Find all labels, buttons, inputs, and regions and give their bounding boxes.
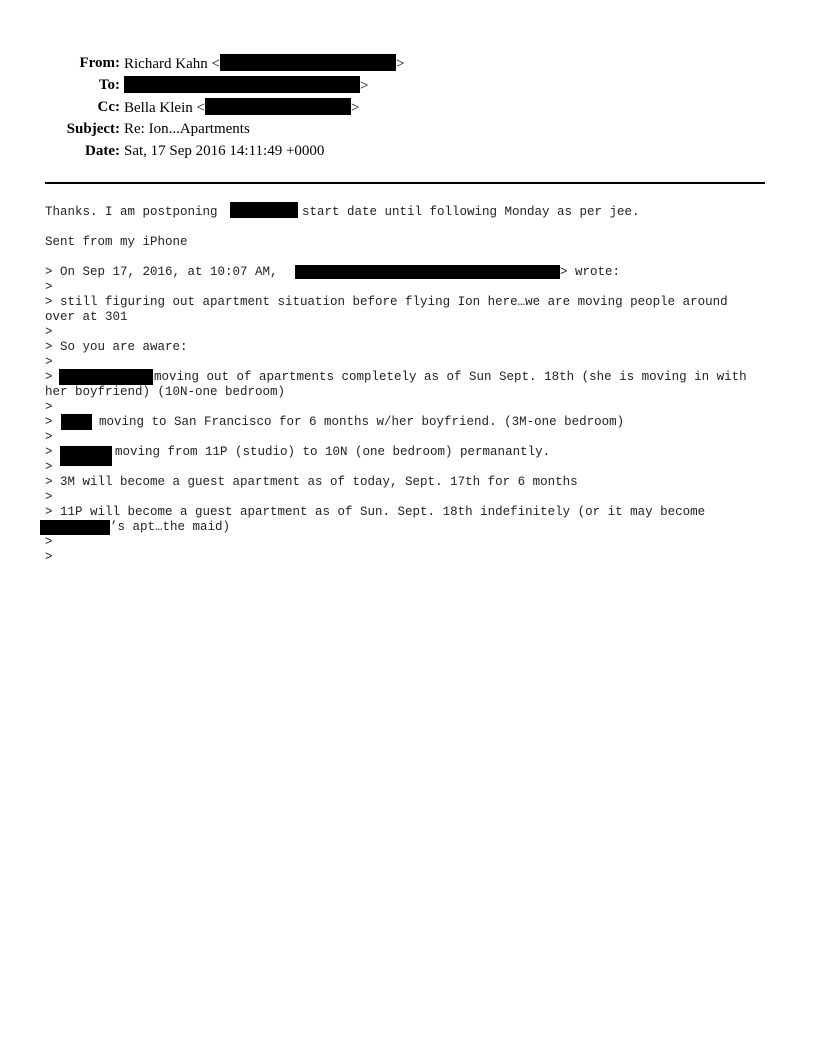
quoted-line: > — [45, 445, 53, 459]
body-line: Sent from my iPhone — [45, 235, 188, 249]
quoted-line: > — [45, 490, 53, 504]
quoted-line: > 11P will become a guest apartment as of Sun. Sept. 18th indefinitely (or it may become — [45, 505, 706, 519]
redaction-box — [230, 202, 298, 218]
subject-label: Subject: — [66, 121, 120, 137]
to-label: To: — [98, 77, 120, 93]
quoted-line: > wrote: — [560, 265, 621, 279]
from-close: > — [395, 56, 405, 72]
redaction-box — [295, 265, 560, 279]
quoted-line: > — [45, 325, 53, 339]
cc-label: Cc: — [97, 99, 120, 115]
quoted-line: > — [45, 460, 53, 474]
date-label: Date: — [85, 143, 120, 159]
header-divider — [45, 182, 765, 184]
date-value: Sat, 17 Sep 2016 14:11:49 +0000 — [124, 143, 325, 159]
redaction-box — [60, 446, 112, 466]
cc-value — [124, 98, 359, 117]
to-value — [124, 76, 368, 95]
quoted-line: > — [45, 370, 53, 384]
from-name: Richard Kahn < — [124, 56, 220, 72]
redaction-box — [61, 414, 92, 430]
cc-close: > — [350, 100, 360, 116]
quoted-line: > — [45, 430, 53, 444]
quoted-line: > — [45, 550, 53, 564]
quoted-line: > — [45, 535, 53, 549]
quoted-line: > — [45, 415, 53, 429]
quoted-line: > 3M will become a guest apartment as of today, Sept. 17th for 6 months — [45, 475, 578, 489]
redaction-box — [124, 76, 360, 93]
quoted-line: > On Sep 17, 2016, at 10:07 AM, — [45, 265, 278, 279]
quoted-line: ’s apt…the maid) — [110, 520, 231, 534]
from-value — [124, 54, 404, 73]
quoted-line: > — [45, 280, 53, 294]
redaction-box — [59, 369, 153, 385]
quoted-line: over at 301 — [45, 310, 128, 324]
quoted-line: her boyfriend) (10N-one bedroom) — [45, 385, 286, 399]
cc-name: Bella Klein < — [124, 100, 205, 116]
redaction-box — [220, 54, 396, 71]
redaction-box — [40, 520, 110, 535]
quoted-line: > still figuring out apartment situation before flying Ion here…we are moving people around — [45, 295, 728, 309]
body-line: Thanks. I am postponing — [45, 205, 218, 219]
to-close: > — [360, 78, 369, 94]
redaction-box — [205, 98, 351, 115]
quoted-line: moving out of apartments completely as of Sun Sept. 18th (she is moving in with — [154, 370, 747, 384]
quoted-line: > — [45, 355, 53, 369]
quoted-line: > So you are aware: — [45, 340, 188, 354]
body-line: start date until following Monday as per jee. — [302, 205, 640, 219]
subject-value: Re: Ion...Apartments — [124, 121, 250, 137]
from-label: From: — [79, 55, 120, 71]
quoted-line: moving to San Francisco for 6 months w/her boyfriend. (3M-one bedroom) — [99, 415, 625, 429]
quoted-line: moving from 11P (studio) to 10N (one bedroom) permanantly. — [115, 445, 551, 459]
quoted-line: > — [45, 400, 53, 414]
